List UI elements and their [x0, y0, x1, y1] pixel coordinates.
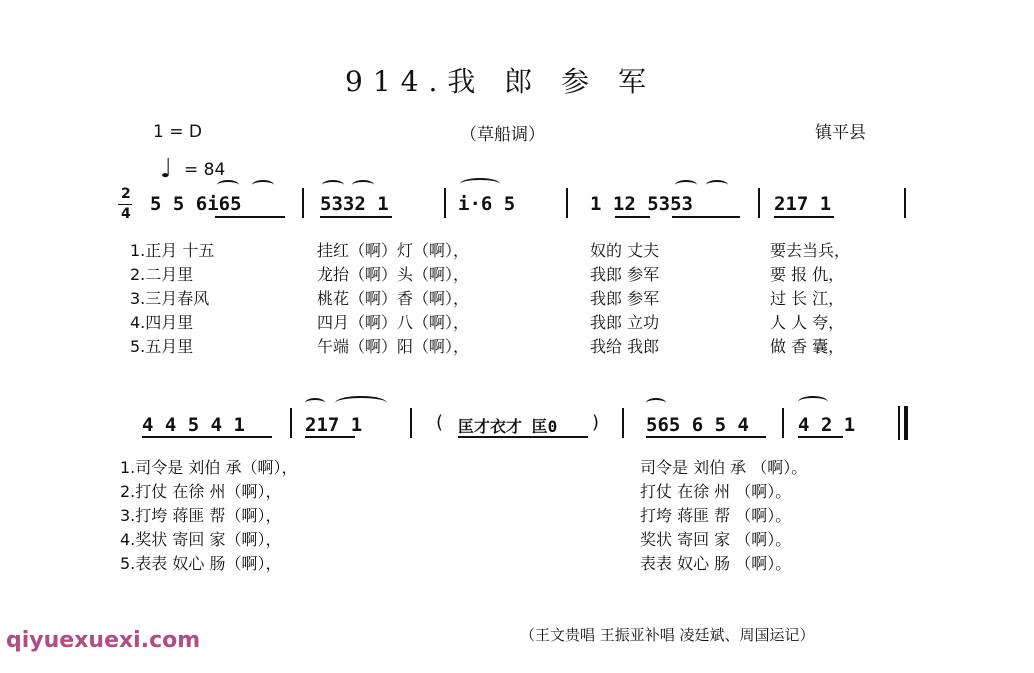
barline — [622, 408, 624, 438]
measure-1-3: i·6 5 — [458, 193, 516, 215]
barline — [782, 408, 784, 438]
final-barline-thin — [898, 406, 900, 440]
barline — [444, 188, 446, 218]
key-signature: 1 = D — [153, 122, 202, 142]
close-paren: ) — [592, 412, 600, 433]
measure-1-5: 217 1 — [774, 193, 832, 215]
lyric-verse4-a: 4.四月里 — [130, 313, 194, 332]
measure-1-2: 5332 1 — [320, 193, 389, 215]
lyric-verse2-c: 我郎 参军 — [590, 265, 660, 284]
lyric-left-4: 4.奖状 寄回 家（啊）， — [120, 530, 282, 549]
measure-2-4: 565 6 5 4 — [646, 414, 749, 436]
lyric-verse5-a: 5.五月里 — [130, 337, 194, 356]
lyric-verse1-a: 1.正月 十五 — [130, 241, 215, 260]
tune-name: （草船调） — [460, 125, 545, 145]
measure-2-5: 4 2 1 — [798, 414, 856, 436]
page-title: 914.我 郎 参 军 — [345, 65, 657, 98]
lyric-right-5: 表表 奴心 肠 （啊）。 — [640, 554, 792, 573]
lyric-verse2-d: 要 报 仇， — [770, 265, 845, 284]
barline — [566, 188, 568, 218]
lyric-right-2: 打仗 在徐 州 （啊）。 — [640, 482, 792, 501]
lyric-verse3-b: 桃花（啊）香（啊）， — [317, 289, 470, 308]
measure-2-1: 4 4 5 4 1 — [142, 414, 245, 436]
barline — [290, 408, 292, 438]
open-paren: ( — [436, 412, 444, 433]
barline — [302, 188, 304, 218]
lyric-verse1-d: 要去当兵， — [770, 241, 851, 260]
lyric-left-1: 1.司令是 刘伯 承（啊）， — [120, 458, 298, 477]
lyric-right-4: 奖状 寄回 家 （啊）。 — [640, 530, 792, 549]
barline — [410, 408, 412, 438]
lyric-verse4-b: 四月（啊）八（啊）， — [317, 313, 470, 332]
credit-line: （王文贵唱 王振亚补唱 凌廷斌、周国运记） — [520, 626, 815, 644]
time-signature-bottom: 4 — [121, 206, 131, 222]
lyric-verse3-c: 我郎 参军 — [590, 289, 660, 308]
tempo-mark: = 84 — [184, 160, 226, 180]
lyric-verse2-a: 2.二月里 — [130, 265, 194, 284]
region-label: 镇平县 — [815, 123, 866, 143]
quarter-note-icon: ♩ — [160, 154, 173, 184]
lyric-verse5-c: 我给 我郎 — [590, 337, 660, 356]
lyric-verse5-b: 午端（啊）阳（啊）， — [317, 337, 470, 356]
lyric-verse4-d: 人 人 夸， — [770, 313, 845, 332]
lyric-left-2: 2.打仗 在徐 州（啊）， — [120, 482, 282, 501]
measure-1-4: 1 12 5353 — [590, 193, 693, 215]
measure-2-3: 匡才衣才 匡0 — [458, 417, 558, 436]
lyric-left-3: 3.打垮 蒋匪 帮（啊）， — [120, 506, 282, 525]
lyric-verse4-c: 我郎 立功 — [590, 313, 660, 332]
measure-1-1: 5 5 6i65 — [150, 193, 242, 215]
lyric-right-1: 司令是 刘伯 承 （啊）。 — [640, 458, 808, 477]
lyric-right-3: 打垮 蒋匪 帮 （啊）。 — [640, 506, 792, 525]
lyric-verse5-d: 做 香 囊， — [770, 337, 845, 356]
lyric-verse2-b: 龙抬（啊）头（啊）， — [317, 265, 470, 284]
measure-2-2: 217 1 — [305, 414, 363, 436]
barline — [758, 188, 760, 218]
barline — [904, 188, 906, 218]
final-barline-thick — [904, 406, 908, 440]
lyric-verse1-b: 挂红（啊）灯（啊）， — [317, 241, 470, 260]
lyric-verse3-a: 3.三月春风 — [130, 289, 210, 308]
lyric-verse1-c: 奴的 丈夫 — [590, 241, 660, 260]
lyric-verse3-d: 过 长 江， — [770, 289, 845, 308]
watermark-logo: qiyuexuexi.com — [6, 628, 201, 653]
lyric-left-5: 5.表表 奴心 肠（啊）， — [120, 554, 282, 573]
time-signature-top: 2 — [121, 186, 131, 202]
